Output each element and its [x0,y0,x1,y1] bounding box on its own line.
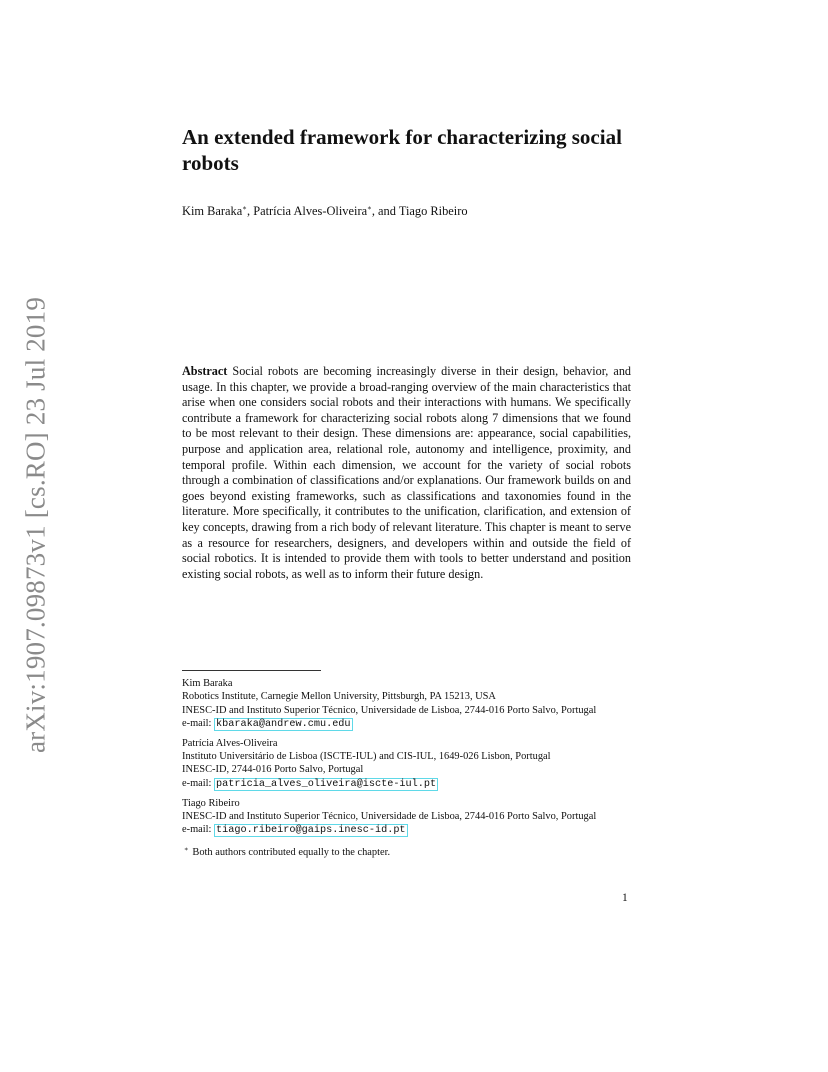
abstract-label: Abstract [182,364,228,378]
affiliation-email-row [182,777,634,791]
email-link[interactable]: tiago.ribeiro@gaips.inesc-id.pt [216,825,406,837]
email-label: e-mail: [182,717,215,729]
affiliation-email-row [182,823,634,837]
abstract [182,364,631,582]
arxiv-identifier-stamp: arXiv:1907.09873v1 [cs.RO] 23 Jul 2019 [20,296,51,754]
footnote-mark: ∗ [184,846,189,854]
affiliation-line: INESC-ID and Instituto Superior Técnico, Universidade de Lisboa, 2744-016 Porto Salvo, Portugal [182,704,597,716]
affiliations [182,677,634,860]
author-separator: , and [371,204,399,218]
email-label: e-mail: [182,777,215,789]
equal-contribution-mark: ∗ [242,204,247,212]
affiliation-line: Robotics Institute, Carnegie Mellon University, Pittsburgh, PA 15213, USA [182,691,496,703]
email-link[interactable]: patricia_alves_oliveira@iscte-iul.pt [216,778,437,790]
author-name: Tiago Ribeiro [398,204,468,218]
affiliation-email-row [182,717,634,731]
author-separator: , [246,204,254,218]
equal-contribution-mark: ∗ [367,204,372,212]
email-link[interactable]: kbaraka@andrew.cmu.edu [216,718,351,730]
affiliation-block [182,677,634,731]
footnote-rule [182,670,321,671]
author-name: Kim Baraka [182,204,243,218]
author-line [182,204,468,219]
footnote [182,843,634,859]
affiliation-line: INESC-ID, 2744-016 Porto Salvo, Portugal [182,764,364,776]
email-label: e-mail: [182,824,215,836]
affiliation-name: Patrícia Alves-Oliveira [182,737,278,749]
affiliation-line: INESC-ID and Instituto Superior Técnico, Universidade de Lisboa, 2744-016 Porto Salvo, Portugal [182,811,597,823]
footnote-text: Both authors contributed equally to the chapter. [192,847,391,859]
affiliation-name: Kim Baraka [182,678,233,689]
affiliation-name: Tiago Ribeiro [182,797,240,809]
affiliation-line: Instituto Universitário de Lisboa (ISCTE-IUL) and CIS-IUL, 1649-026 Lisbon, Portugal [182,751,551,763]
author-name: Patrícia Alves-Oliveira [253,204,368,218]
affiliation-block [182,797,634,838]
page-number: 1 [622,892,628,904]
abstract-text: Social robots are becoming increasingly diverse in their design, behavior, and usage. In this chapter, we provide a broad-ranging overview of the main characteristics that arise when one considers social robots and their interactions with humans. We specifically contribute a framework for characterizing social robots along 7 dimensions that we found to be most relevant to their design. These dimensions are: appearance, social capabilities, purpose and application area, relational role, autonomy and intelligence, proximity, and temporal profile. Within each dimension, we account for the variety of social robots through a combination of classifications and/or explanations. Our framework builds on and goes beyond existing frameworks, such as classifications and taxonomies found in the literature. More specifically, it contributes to the unification, clarification, and extension of key concepts, drawing from a rich body of relevant literature. This chapter is meant to serve as a resource for researchers, designers, and developers within and outside the field of social robotics. It is intended to provide them with tools to better understand and position existing social robots, as well as to inform their future design. [182,364,632,581]
affiliation-block [182,737,634,791]
paper-title: An extended framework for characterizing social robots [182,125,622,175]
